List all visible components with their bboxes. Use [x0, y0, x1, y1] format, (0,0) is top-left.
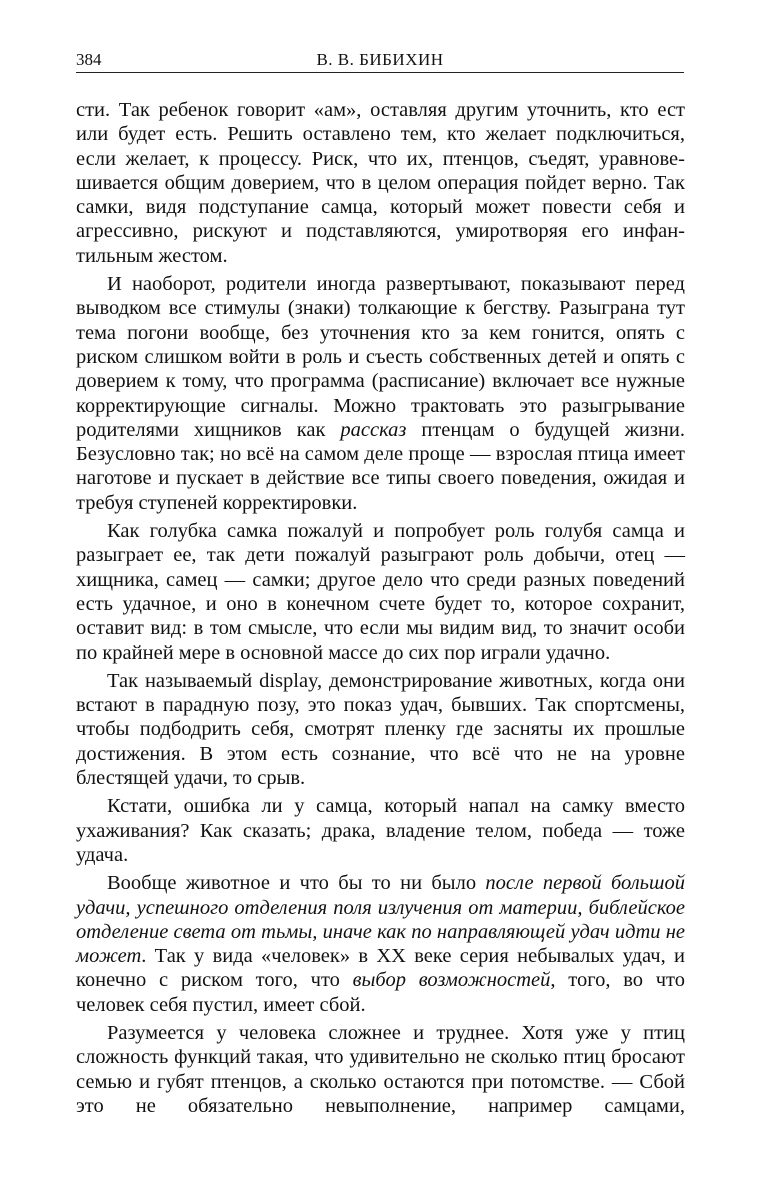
running-title: В. В. БИБИХИН	[316, 50, 444, 69]
text-segment: Разумеется у человека сложнее и труднее. Хотя уже у птиц сложность функций такая, что удивительно не сколько птиц бросают семью и губят птенцов, а сколько остаются при потомстве. — Сбой это не обязательно невыполнение, например самцами,	[76, 1021, 685, 1117]
text-segment: Кстати, ошибка ли у самца, который напал на самку вместо ухаживания? Как сказать; драка, владение телом, победа — тоже удача.	[76, 795, 685, 866]
body-text	[76, 98, 685, 1122]
text-segment: птенцам о будущей жизни. Безусловно так; но всё на самом деле проще — взрослая птица имеет наготове и пускает в действие все типы своего поведения, ожидая и требуя ступеней корректировки.	[76, 418, 685, 514]
paragraph-6	[76, 871, 685, 1017]
text-segment: . Так у вида «человек» в XX веке серия небывалых удач, и конечно с риском того, что	[76, 945, 685, 992]
italic-segment: рассказ	[340, 418, 407, 441]
text-segment: Так называемый display, демонстрирование животных, когда они встают в парадную позу, это показ удач, бывших. Так спортсмены, чтобы подбодрить себя, смотрят пленку где засняты их прошлые достижения. В этом есть сознание, что всё что не на уровне блестящей удачи, то срыв.	[76, 669, 685, 790]
text-segment: Вообще животное и что бы то ни было	[107, 872, 486, 895]
text-segment: , того, во что человек себя пустил, имеет сбой.	[76, 969, 685, 1016]
paragraph-7	[76, 1021, 685, 1118]
paragraph-2	[76, 272, 685, 515]
paragraph-1	[76, 98, 685, 268]
paragraph-5	[76, 794, 685, 867]
text-segment: И наоборот, родители иногда развертывают, показывают перед выводком все стимулы (знаки) толкающие к бегству. Разыграна тут тема погони вообще, без уточнения кто за кем гонится, опять с риском слишком войти в роль и съесть собственных детей и опять с доверием к тому, что программа (расписание) включает все нужные корректирующие сигналы. Можно трактовать это разыгрывание родителями хищников как	[76, 273, 685, 441]
paragraph-4	[76, 669, 685, 790]
running-head	[76, 50, 684, 73]
text-segment: Как голубка самка пожалуй и попробует роль голубя самца и разыграет ее, так дети пожалуй разыграют роль добычи, отец — хищника, самец — самки; другое дело что среди разных поведений есть удачное, и оно в конечном счете будет то, которое сохранит, оставит вид: в том смысле, что если мы видим вид, то значит особи по крайней мере в основной массе до сих пор играли удачно.	[76, 520, 685, 664]
italic-segment: выбор возможностей	[352, 969, 551, 992]
paragraph-3	[76, 519, 685, 665]
text-segment: сти. Так ребенок говорит «ам», оставляя другим уточнить, кто ест или будет есть. Решить оставлено тем, кто желает подключиться, если желает, к процессу. Риск, что их, птенцов, съедят, уравновешивается общим доверием, что в целом операция пойдет верно. Так самки, видя подступание самца, который может повести себя и агрессивно, рискуют и подставляются, умиротворяя его инфантильным жестом.	[76, 99, 685, 267]
italic-segment: после первой большой удачи, успешного отделения поля излучения от материи, библейское отделение света от тьмы, иначе как по направляющей удач идти не может	[76, 872, 685, 968]
page-number: 384	[76, 50, 102, 69]
